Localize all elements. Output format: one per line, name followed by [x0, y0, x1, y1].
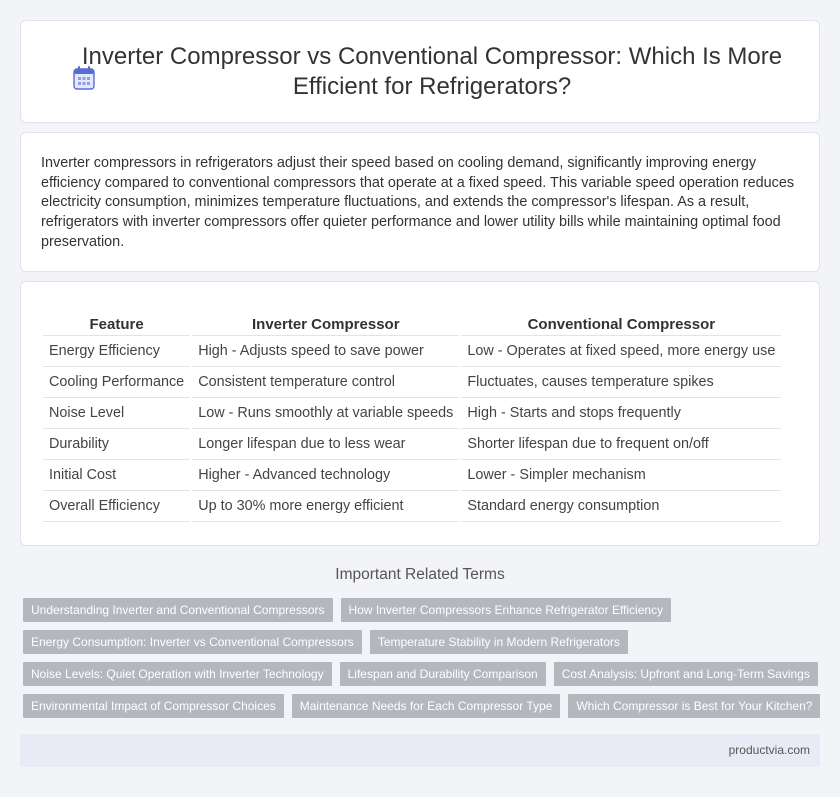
page-title: Inverter Compressor vs Conventional Compressor: Which Is More Efficient for Refrigerators? — [81, 43, 783, 100]
comparison-table — [41, 314, 783, 522]
table-cell: Noise Level — [43, 398, 190, 429]
related-terms-heading: Important Related Terms — [335, 566, 505, 583]
related-term-tag[interactable]: Maintenance Needs for Each Compressor Type — [292, 694, 561, 718]
table-row — [43, 460, 781, 491]
table-row — [43, 367, 781, 398]
related-term-tag[interactable]: Energy Consumption: Inverter vs Conventional Compressors — [23, 630, 362, 654]
header-feature: Feature — [43, 314, 190, 336]
table-row — [43, 398, 781, 429]
comparison-table-card — [20, 281, 820, 546]
title-card — [20, 20, 820, 123]
table-cell: Durability — [43, 429, 190, 460]
table-cell: Low - Operates at fixed speed, more energy use — [461, 336, 781, 367]
related-term-tag[interactable]: Noise Levels: Quiet Operation with Inverter Technology — [23, 662, 332, 686]
table-row — [43, 336, 781, 367]
table-cell: Shorter lifespan due to frequent on/off — [461, 429, 781, 460]
table-cell: High - Adjusts speed to save power — [192, 336, 459, 367]
intro-paragraph: Inverter compressors in refrigerators adjust their speed based on cooling demand, significantly improving energy efficiency compared to conventional compressors that operate at a fixed speed. This variable speed operation reduces electricity consumption, minimizes temperature fluctuations, and extends the compressor's lifespan. As a result, refrigerators with inverter compressors offer quieter performance and lower utility bills while maintaining optimal food preservation. — [41, 155, 795, 250]
table-cell: Lower - Simpler mechanism — [461, 460, 781, 491]
footer — [20, 734, 820, 767]
table-cell: Up to 30% more energy efficient — [192, 491, 459, 522]
table-row — [43, 491, 781, 522]
related-term-tag[interactable]: Which Compressor is Best for Your Kitchen? — [568, 694, 820, 718]
related-term-tag[interactable]: How Inverter Compressors Enhance Refrigerator Efficiency — [341, 598, 672, 622]
table-row — [43, 429, 781, 460]
table-cell: Standard energy consumption — [461, 491, 781, 522]
related-term-tag[interactable]: Cost Analysis: Upfront and Long-Term Savings — [554, 662, 818, 686]
table-cell: Consistent temperature control — [192, 367, 459, 398]
table-cell: Energy Efficiency — [43, 336, 190, 367]
related-term-tag[interactable]: Environmental Impact of Compressor Choices — [23, 694, 284, 718]
table-cell: Low - Runs smoothly at variable speeds — [192, 398, 459, 429]
footer-site-link[interactable]: productvia.com — [728, 743, 810, 757]
table-cell: Overall Efficiency — [43, 491, 190, 522]
table-cell: High - Starts and stops frequently — [461, 398, 781, 429]
table-cell: Fluctuates, causes temperature spikes — [461, 367, 781, 398]
table-cell: Higher - Advanced technology — [192, 460, 459, 491]
related-term-tag[interactable]: Lifespan and Durability Comparison — [340, 662, 546, 686]
table-cell: Longer lifespan due to less wear — [192, 429, 459, 460]
table-cell: Cooling Performance — [43, 367, 190, 398]
intro-card — [20, 132, 820, 272]
related-term-tag[interactable]: Understanding Inverter and Conventional Compressors — [23, 598, 333, 622]
table-cell: Initial Cost — [43, 460, 190, 491]
header-conventional: Conventional Compressor — [461, 314, 781, 336]
header-inverter: Inverter Compressor — [192, 314, 459, 336]
table-header-row — [43, 314, 781, 336]
related-term-tag[interactable]: Temperature Stability in Modern Refrigerators — [370, 630, 628, 654]
related-terms-list — [23, 598, 823, 726]
